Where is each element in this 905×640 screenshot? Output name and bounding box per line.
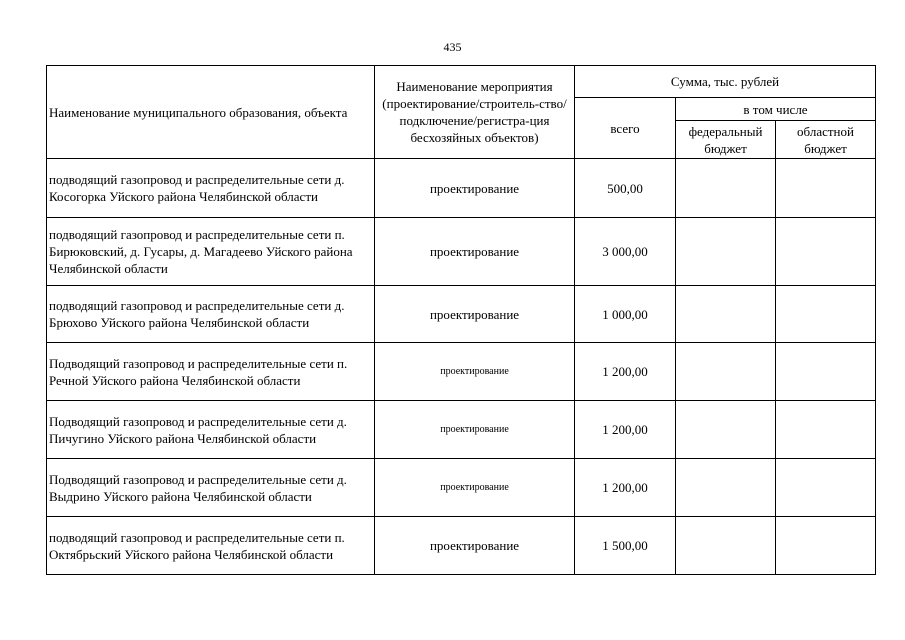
table-row: [47, 517, 876, 575]
header-action: Наименование мероприятия (проектирование/строитель-ство/подключение/регистра-ция бесхозяйных объектов): [375, 66, 575, 159]
object-name-cell: подводящий газопровод и распределительные сети д. Косогорка Уйского района Челябинской области: [47, 159, 375, 218]
action-cell: проектирование: [375, 218, 575, 286]
regional-cell: [776, 218, 876, 286]
federal-cell: [676, 401, 776, 459]
action-cell: проектирование: [375, 159, 575, 218]
action-cell: проектирование: [375, 517, 575, 575]
action-cell: проектирование: [375, 459, 575, 517]
table-row: [47, 159, 876, 218]
page-number: 435: [443, 40, 462, 54]
object-name-cell: Подводящий газопровод и распределительные сети д. Выдрино Уйского района Челябинской области: [47, 459, 375, 517]
total-cell: 1 200,00: [575, 459, 676, 517]
object-name-cell: подводящий газопровод и распределительные сети п. Октябрьский Уйского района Челябинской области: [47, 517, 375, 575]
total-cell: 1 000,00: [575, 286, 676, 343]
regional-cell: [776, 459, 876, 517]
header-regional: областной бюджет: [776, 121, 876, 159]
table-body: [47, 159, 876, 575]
regional-cell: [776, 517, 876, 575]
table-row: [47, 286, 876, 343]
total-cell: 1 200,00: [575, 401, 676, 459]
total-cell: 500,00: [575, 159, 676, 218]
table-row: [47, 218, 876, 286]
federal-cell: [676, 159, 776, 218]
object-name-cell: Подводящий газопровод и распределительные сети д. Пичугино Уйского района Челябинской области: [47, 401, 375, 459]
total-cell: 1 200,00: [575, 343, 676, 401]
header-name: Наименование муниципального образования, объекта: [47, 66, 375, 159]
header-federal: федеральный бюджет: [676, 121, 776, 159]
action-cell: проектирование: [375, 286, 575, 343]
total-cell: 1 500,00: [575, 517, 676, 575]
federal-cell: [676, 343, 776, 401]
federal-cell: [676, 286, 776, 343]
object-name-cell: Подводящий газопровод и распределительные сети п. Речной Уйского района Челябинской области: [47, 343, 375, 401]
total-cell: 3 000,00: [575, 218, 676, 286]
regional-cell: [776, 286, 876, 343]
header-sum: Сумма, тыс. рублей: [575, 66, 876, 98]
table-row: [47, 343, 876, 401]
object-name-cell: подводящий газопровод и распределительные сети д. Брюхово Уйского района Челябинской области: [47, 286, 375, 343]
header-including: в том числе: [676, 98, 876, 121]
federal-cell: [676, 218, 776, 286]
header-total: всего: [575, 98, 676, 159]
object-name-cell: подводящий газопровод и распределительные сети п. Бирюковский, д. Гусары, д. Магадеево Уйского района Челябинской области: [47, 218, 375, 286]
regional-cell: [776, 401, 876, 459]
federal-cell: [676, 517, 776, 575]
regional-cell: [776, 159, 876, 218]
action-cell: проектирование: [375, 343, 575, 401]
action-cell: проектирование: [375, 401, 575, 459]
table-row: [47, 459, 876, 517]
funding-table: [46, 65, 876, 575]
table-row: [47, 401, 876, 459]
federal-cell: [676, 459, 776, 517]
regional-cell: [776, 343, 876, 401]
